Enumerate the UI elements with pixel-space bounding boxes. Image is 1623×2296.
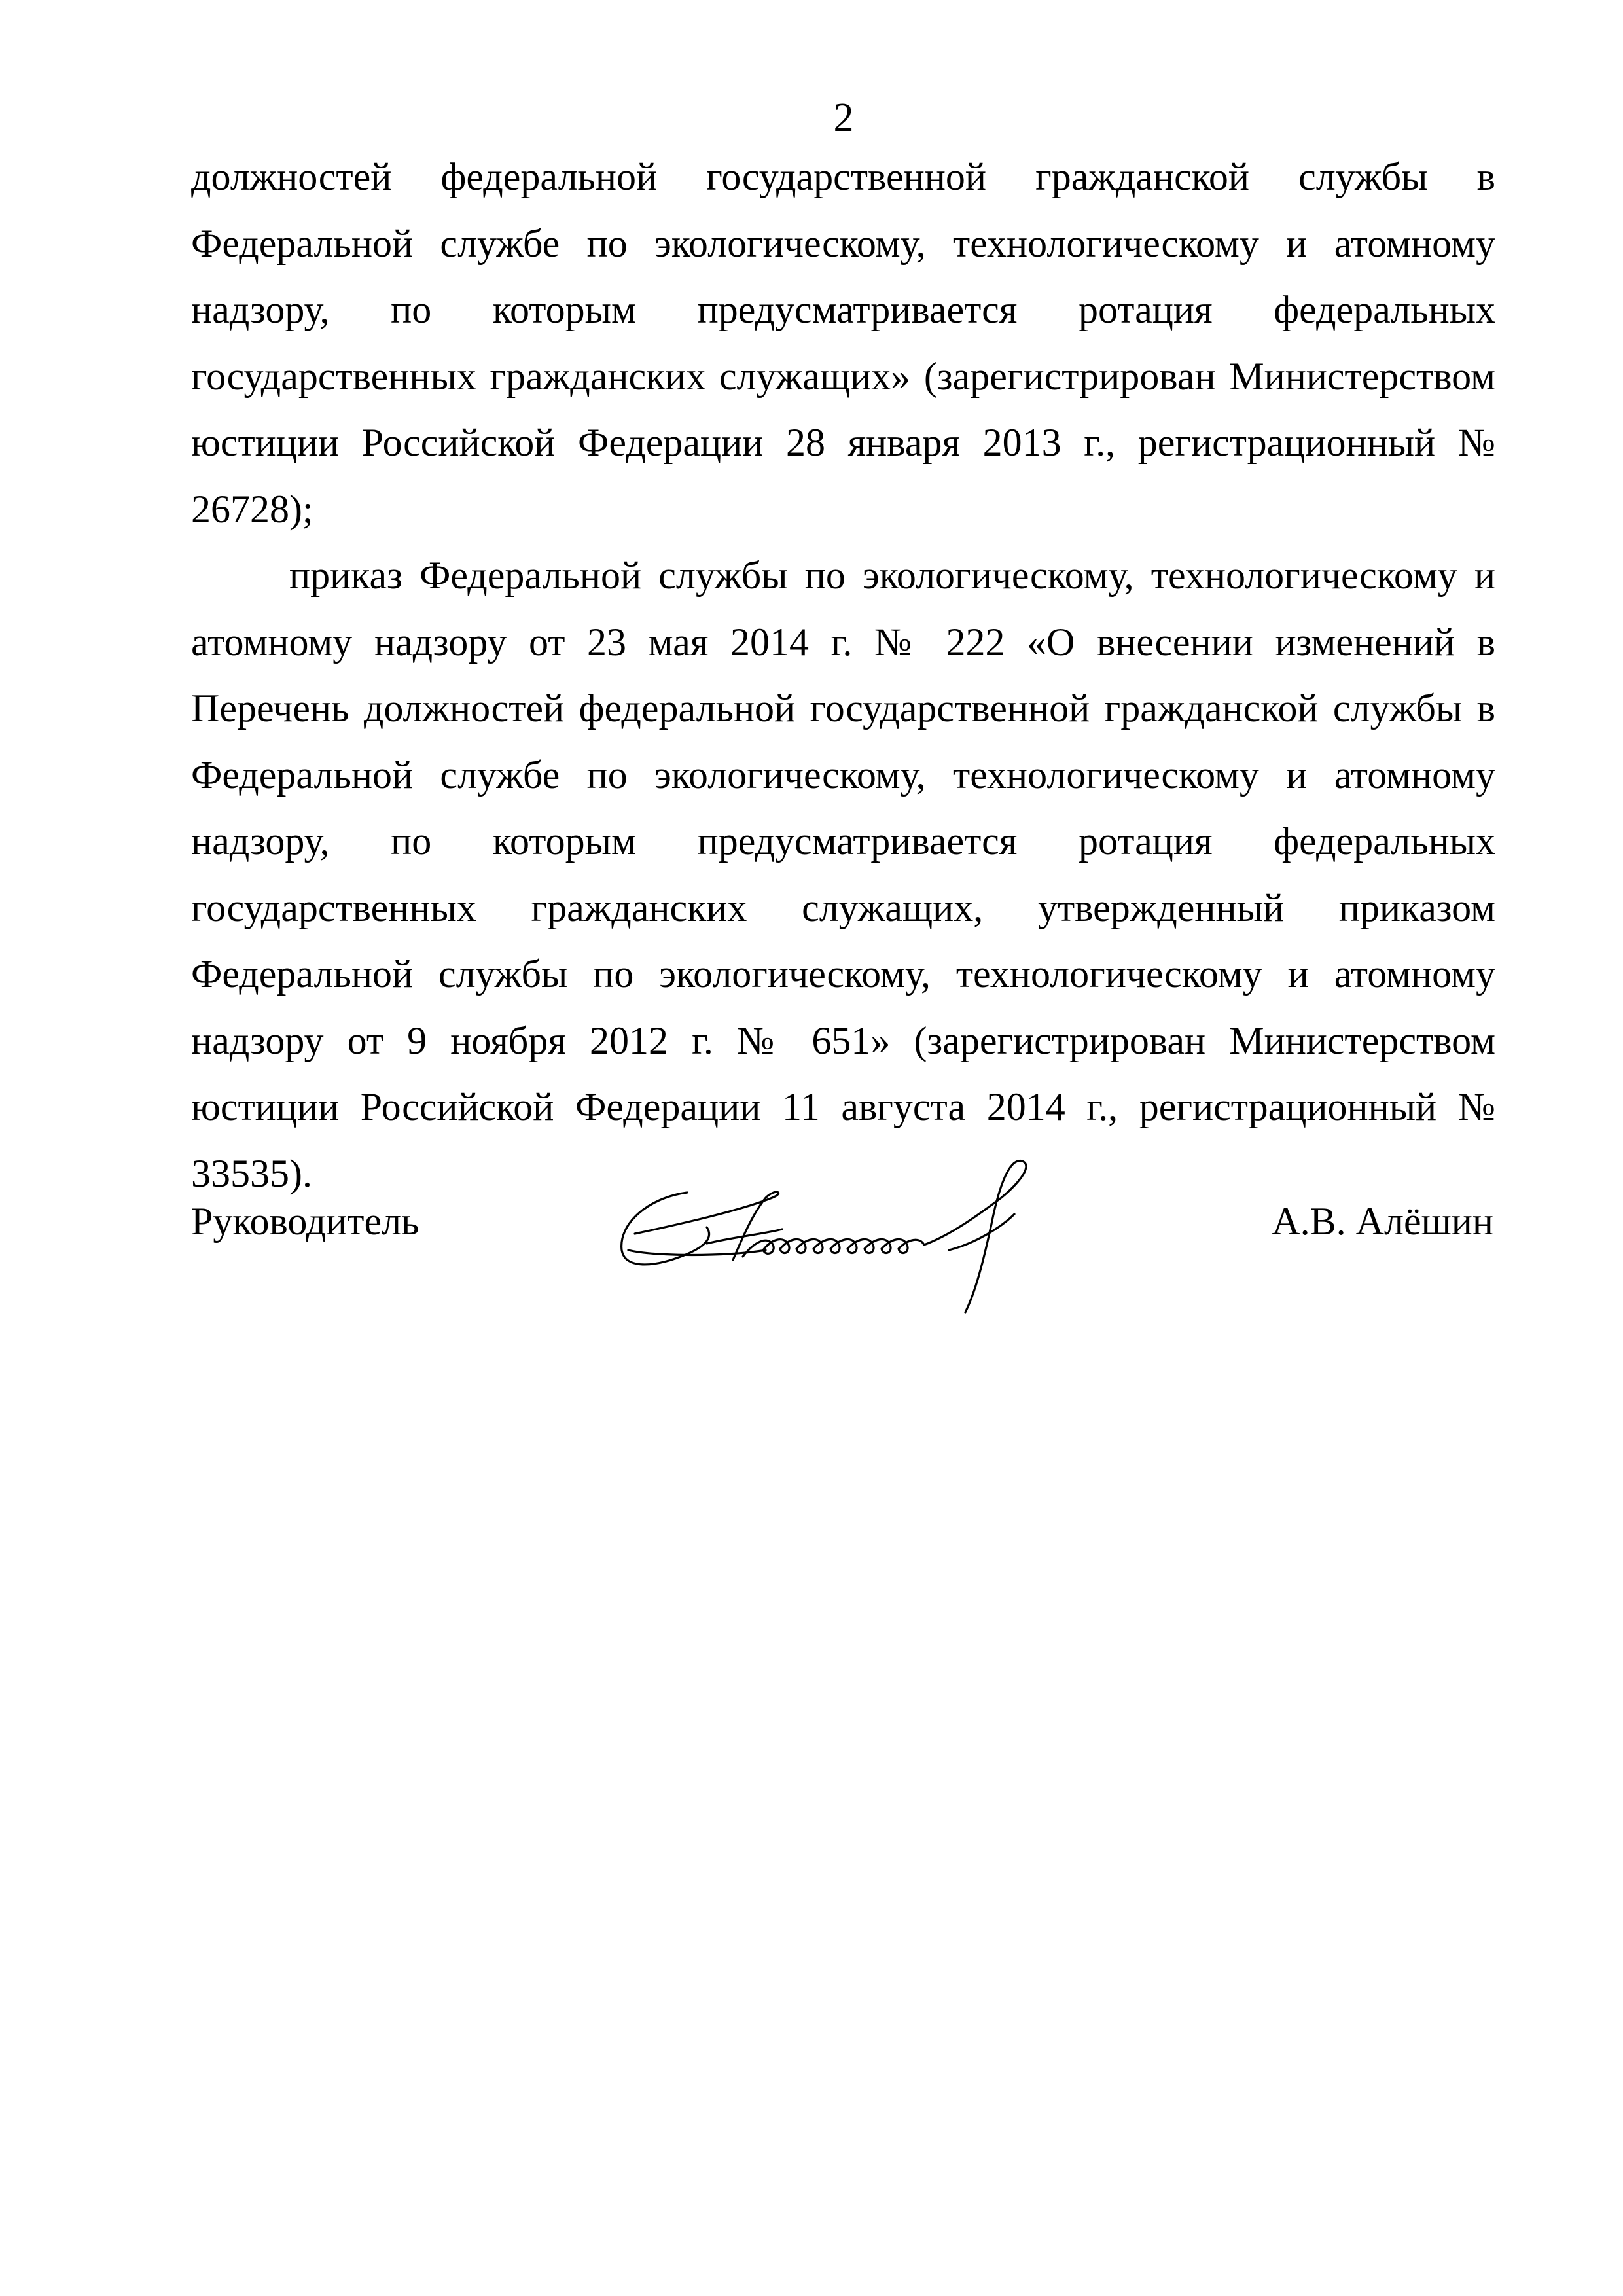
signatory-name: А.В. Алёшин bbox=[1272, 1200, 1493, 1243]
signatory-role: Руководитель bbox=[191, 1200, 419, 1243]
paragraph-continuation: должностей федеральной государственной гражданской службы в Федеральной службе по экологическому, технологическому и атомному надзору, по которым предусматривается ротация федеральных государственных гражданских служащих» (зарегистрирован Министерством юстиции Российской Федерации 28 января 2013 г., регистрационный № 26728); bbox=[191, 155, 1495, 531]
document-body bbox=[191, 144, 1495, 1207]
paragraph-order-reference: приказ Федеральной службы по экологическому, технологическому и атомному надзору от 23 мая 2014 г. № 222 «О внесении изменений в Перечень должностей федеральной государственной гражданской службы в Федеральной службе по экологическому, технологическому и атомному надзору, по которым предусматривается ротация федеральных государственных гражданских служащих, утвержденный приказом Федеральной службы по экологическому, технологическому и атомному надзору от 9 ноября 2012 г. № 651» (зарегистрирован Министерством юстиции Российской Федерации 11 августа 2014 г., регистрационный № 33535). bbox=[191, 554, 1495, 1195]
page-number: 2 bbox=[833, 96, 854, 140]
handwritten-signature bbox=[609, 1152, 1132, 1322]
